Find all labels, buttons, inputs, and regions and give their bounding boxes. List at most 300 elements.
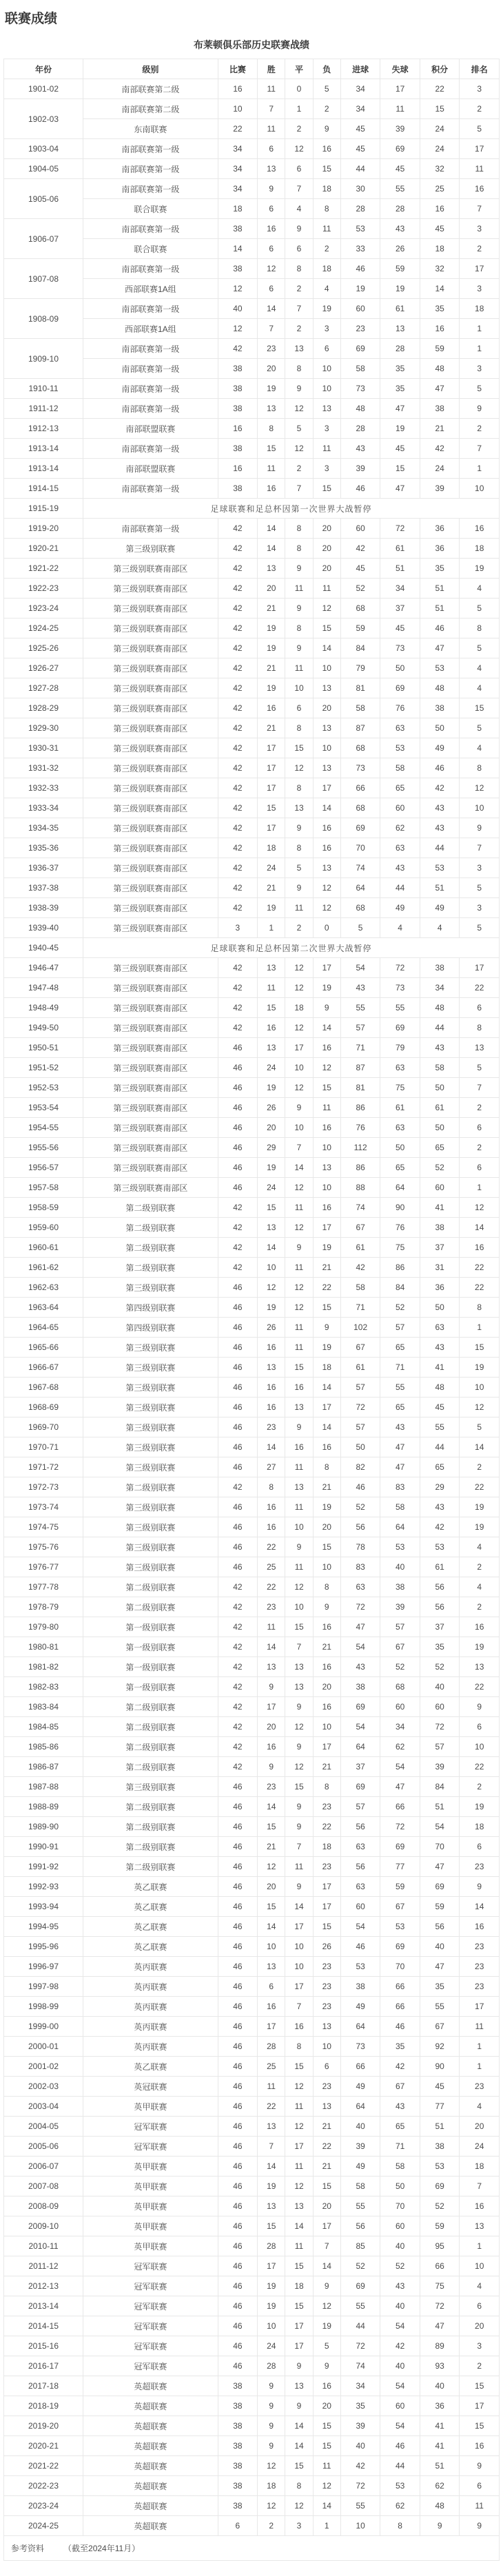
stat-cell: 3 <box>285 2516 313 2536</box>
year-cell: 1919-20 <box>4 519 83 539</box>
year-cell: 1937-38 <box>4 878 83 898</box>
stat-cell: 50 <box>380 658 420 678</box>
stat-cell: 16 <box>313 2376 340 2396</box>
stat-cell: 9 <box>258 1757 285 1777</box>
stat-cell: 19 <box>258 2276 285 2296</box>
stat-cell: 19 <box>460 1637 500 1657</box>
league-cell: 第三级别联赛南部区 <box>83 1098 218 1118</box>
stat-cell: 13 <box>285 1677 313 1697</box>
stat-cell: 7 <box>258 319 285 339</box>
stat-cell: 52 <box>340 579 380 599</box>
league-cell: 西部联赛1A组 <box>83 319 218 339</box>
stat-cell: 27 <box>258 1457 285 1477</box>
stat-cell: 12 <box>313 878 340 898</box>
stat-cell: 9 <box>285 878 313 898</box>
stat-cell: 75 <box>380 1078 420 1098</box>
stat-cell: 42 <box>218 838 258 858</box>
year-cell: 1927-28 <box>4 678 83 698</box>
league-cell: 英甲联赛 <box>83 2196 218 2216</box>
stat-cell: 16 <box>313 818 340 838</box>
stat-cell: 70 <box>340 838 380 858</box>
stat-cell: 54 <box>380 2376 420 2396</box>
stat-cell: 58 <box>340 698 380 718</box>
table-row <box>4 1937 500 1957</box>
stat-cell: 68 <box>340 798 380 818</box>
league-cell: 英乙联赛 <box>83 1897 218 1917</box>
stat-cell: 12 <box>313 898 340 918</box>
league-cell: 英丙联赛 <box>83 2017 218 2037</box>
table-row <box>4 1557 500 1577</box>
stat-cell: 29 <box>258 1138 285 1158</box>
table-row <box>4 539 500 559</box>
stat-cell: 9 <box>313 1597 340 1617</box>
stat-cell: 1 <box>460 319 500 339</box>
table-row <box>4 399 500 419</box>
stat-cell: 46 <box>218 2296 258 2316</box>
stat-cell: 39 <box>380 119 420 139</box>
year-cell: 1998-99 <box>4 1997 83 2017</box>
stat-cell: 72 <box>340 2336 380 2356</box>
league-cell: 第三级别联赛 <box>83 539 218 559</box>
stat-cell: 9 <box>285 818 313 838</box>
stat-cell: 18 <box>460 539 500 559</box>
stat-cell: 8 <box>285 519 313 539</box>
stat-cell: 51 <box>420 579 460 599</box>
stat-cell: 42 <box>218 978 258 998</box>
table-row <box>4 1258 500 1278</box>
year-cell: 1966-67 <box>4 1358 83 1378</box>
table-row <box>4 1218 500 1238</box>
stat-cell: 56 <box>340 1857 380 1877</box>
stat-cell: 28 <box>340 419 380 439</box>
stat-cell: 58 <box>340 359 380 379</box>
stat-cell: 9 <box>285 1238 313 1258</box>
column-header: 失球 <box>380 59 420 79</box>
stat-cell: 7 <box>313 2236 340 2256</box>
stat-cell: 11 <box>313 439 340 459</box>
stat-cell: 69 <box>380 139 420 159</box>
stat-cell: 55 <box>420 1417 460 1437</box>
league-cell: 英丙联赛 <box>83 1997 218 2017</box>
stat-cell: 9 <box>285 1877 313 1897</box>
stat-cell: 14 <box>313 2256 340 2276</box>
table-row <box>4 1398 500 1417</box>
stat-cell: 55 <box>340 998 380 1018</box>
stat-cell: 5 <box>313 79 340 99</box>
stat-cell: 42 <box>218 599 258 619</box>
year-cell: 1970-71 <box>4 1437 83 1457</box>
stat-cell: 63 <box>340 1877 380 1897</box>
stat-cell: 17 <box>460 2396 500 2416</box>
stat-cell: 7 <box>460 1078 500 1098</box>
stat-cell: 15 <box>313 1917 340 1937</box>
stat-cell: 67 <box>380 2077 420 2097</box>
stat-cell: 59 <box>420 339 460 359</box>
table-row <box>4 479 500 499</box>
stat-cell: 4 <box>313 279 340 299</box>
stat-cell: 23 <box>258 1777 285 1797</box>
stat-cell: 8 <box>285 2037 313 2057</box>
stat-cell: 24 <box>258 2336 285 2356</box>
stat-cell: 11 <box>258 2077 285 2097</box>
stat-cell: 56 <box>340 1817 380 1837</box>
stat-cell: 8 <box>313 1457 340 1477</box>
stat-cell: 70 <box>380 1957 420 1977</box>
stat-cell: 0 <box>285 79 313 99</box>
year-cell: 2005-06 <box>4 2137 83 2157</box>
stat-cell: 12 <box>218 279 258 299</box>
table-row <box>4 2097 500 2117</box>
stat-cell: 45 <box>380 619 420 638</box>
stat-cell: 9 <box>258 1677 285 1697</box>
stat-cell: 86 <box>380 1258 420 1278</box>
stat-cell: 22 <box>313 1817 340 1837</box>
stat-cell: 55 <box>380 998 420 1018</box>
stat-cell: 7 <box>285 1138 313 1158</box>
stat-cell: 69 <box>340 2276 380 2296</box>
stat-cell: 63 <box>380 718 420 738</box>
stat-cell: 20 <box>258 359 285 379</box>
table-row <box>4 2037 500 2057</box>
stat-cell: 34 <box>380 1717 420 1737</box>
year-cell: 1939-40 <box>4 918 83 938</box>
stat-cell: 64 <box>340 2017 380 2037</box>
stat-cell: 17 <box>460 139 500 159</box>
stat-cell: 15 <box>285 1358 313 1378</box>
stat-cell: 8 <box>460 619 500 638</box>
stat-cell: 46 <box>218 1078 258 1098</box>
league-cell: 第二级别联赛 <box>83 1857 218 1877</box>
stat-cell: 50 <box>420 718 460 738</box>
stat-cell: 7 <box>460 838 500 858</box>
league-cell: 第三级别联赛南部区 <box>83 918 218 938</box>
stat-cell: 2 <box>285 319 313 339</box>
stat-cell: 42 <box>218 778 258 798</box>
stat-cell: 63 <box>420 1318 460 1338</box>
stat-cell: 38 <box>218 2496 258 2516</box>
stat-cell: 11 <box>285 2097 313 2117</box>
stat-cell: 59 <box>420 1897 460 1917</box>
table-row <box>4 619 500 638</box>
year-cell: 2006-07 <box>4 2157 83 2177</box>
year-cell: 1994-95 <box>4 1917 83 1937</box>
stat-cell: 15 <box>285 1617 313 1637</box>
stat-cell: 7 <box>460 439 500 459</box>
stat-cell: 18 <box>460 1817 500 1837</box>
stat-cell: 53 <box>420 2157 460 2177</box>
stat-cell: 71 <box>340 1038 380 1058</box>
stat-cell: 60 <box>380 2216 420 2236</box>
table-row <box>4 2416 500 2436</box>
stat-cell: 9 <box>285 1697 313 1717</box>
stat-cell: 4 <box>460 2097 500 2117</box>
table-row <box>4 2496 500 2516</box>
year-cell: 1924-25 <box>4 619 83 638</box>
stat-cell: 19 <box>258 619 285 638</box>
stat-cell: 79 <box>380 1038 420 1058</box>
stat-cell: 6 <box>313 339 340 359</box>
stat-cell: 2 <box>460 419 500 439</box>
stat-cell: 46 <box>218 1058 258 1078</box>
stat-cell: 10 <box>313 1178 340 1198</box>
year-cell: 1992-93 <box>4 1877 83 1897</box>
stat-cell: 42 <box>218 1218 258 1238</box>
stat-cell: 11 <box>285 1318 313 1338</box>
stat-cell: 46 <box>218 1378 258 1398</box>
year-cell: 2009-10 <box>4 2216 83 2236</box>
stat-cell: 13 <box>258 159 285 179</box>
table-row <box>4 1857 500 1877</box>
stat-cell: 42 <box>218 958 258 978</box>
stat-cell: 10 <box>313 658 340 678</box>
stat-cell: 36 <box>420 1278 460 1298</box>
league-cell: 第三级别联赛南部区 <box>83 599 218 619</box>
stat-cell: 18 <box>285 2276 313 2296</box>
stat-cell: 11 <box>285 898 313 918</box>
year-cell: 2020-21 <box>4 2436 83 2456</box>
stat-cell: 38 <box>218 479 258 499</box>
stat-cell: 7 <box>258 99 285 119</box>
stat-cell: 15 <box>460 1338 500 1358</box>
footer-row <box>4 2536 500 2561</box>
year-cell: 1983-84 <box>4 1697 83 1717</box>
stat-cell: 38 <box>218 439 258 459</box>
stat-cell: 57 <box>340 1378 380 1398</box>
stat-cell: 42 <box>218 539 258 559</box>
table-row <box>4 2376 500 2396</box>
stat-cell: 39 <box>420 1757 460 1777</box>
stat-cell: 42 <box>218 1737 258 1757</box>
league-cell: 第二级别联赛 <box>83 1258 218 1278</box>
year-cell: 1969-70 <box>4 1417 83 1437</box>
stat-cell: 75 <box>380 1238 420 1258</box>
stat-cell: 7 <box>285 1997 313 2017</box>
league-cell: 第三级别联赛南部区 <box>83 958 218 978</box>
stat-cell: 53 <box>340 219 380 239</box>
stat-cell: 74 <box>340 2356 380 2376</box>
reference-label: 参考资料 <box>11 2544 45 2553</box>
league-cell: 第三级别联赛南部区 <box>83 1058 218 1078</box>
table-row <box>4 299 500 319</box>
stat-cell: 21 <box>258 599 285 619</box>
stat-cell: 4 <box>460 2276 500 2296</box>
stat-cell: 95 <box>420 2236 460 2256</box>
stat-cell: 16 <box>460 519 500 539</box>
table-row <box>4 1358 500 1378</box>
stat-cell: 47 <box>420 638 460 658</box>
table-row <box>4 738 500 758</box>
stat-cell: 48 <box>420 359 460 379</box>
league-cell: 冠军联赛 <box>83 2137 218 2157</box>
stat-cell: 2 <box>460 1557 500 1577</box>
stat-cell: 71 <box>340 1298 380 1318</box>
stat-cell: 45 <box>340 139 380 159</box>
league-cell: 第三级别联赛南部区 <box>83 678 218 698</box>
stat-cell: 16 <box>285 1437 313 1457</box>
year-cell: 1981-82 <box>4 1657 83 1677</box>
stat-cell: 9 <box>313 2356 340 2376</box>
column-header: 进球 <box>340 59 380 79</box>
stat-cell: 35 <box>380 2037 420 2057</box>
year-cell: 1973-74 <box>4 1497 83 1517</box>
table-row <box>4 2256 500 2276</box>
stat-cell: 5 <box>460 718 500 738</box>
stat-cell: 23 <box>460 2077 500 2097</box>
stat-cell: 12 <box>313 2296 340 2316</box>
stat-cell: 79 <box>340 658 380 678</box>
year-cell: 1938-39 <box>4 898 83 918</box>
year-cell: 1904-05 <box>4 159 83 179</box>
table-row <box>4 978 500 998</box>
league-cell: 第三级别联赛南部区 <box>83 758 218 778</box>
stat-cell: 16 <box>258 698 285 718</box>
stat-cell: 8 <box>460 1298 500 1318</box>
league-cell: 冠军联赛 <box>83 2296 218 2316</box>
table-row <box>4 2117 500 2137</box>
year-cell: 1958-59 <box>4 1198 83 1218</box>
stat-cell: 59 <box>340 619 380 638</box>
stat-cell: 58 <box>380 1497 420 1517</box>
year-cell: 1901-02 <box>4 79 83 99</box>
stat-cell: 6 <box>313 2057 340 2077</box>
stat-cell: 8 <box>460 758 500 778</box>
stat-cell: 19 <box>258 1298 285 1318</box>
stat-cell: 50 <box>340 1437 380 1457</box>
league-cell: 冠军联赛 <box>83 2336 218 2356</box>
stat-cell: 9 <box>258 2416 285 2436</box>
stat-cell: 10 <box>313 1138 340 1158</box>
stat-cell: 10 <box>313 379 340 399</box>
stat-cell: 43 <box>420 818 460 838</box>
stat-cell: 53 <box>420 658 460 678</box>
table-row <box>4 2216 500 2236</box>
stat-cell: 47 <box>420 1857 460 1877</box>
stat-cell: 29 <box>420 1477 460 1497</box>
stat-cell: 68 <box>340 599 380 619</box>
stat-cell: 3 <box>460 858 500 878</box>
stat-cell: 35 <box>420 1977 460 1997</box>
stat-cell: 22 <box>460 1278 500 1298</box>
year-cell: 2007-08 <box>4 2177 83 2196</box>
stat-cell: 12 <box>460 1398 500 1417</box>
table-row <box>4 1338 500 1358</box>
league-cell: 第二级别联赛 <box>83 1198 218 1218</box>
year-cell: 1997-98 <box>4 1977 83 1997</box>
stat-cell: 12 <box>285 1078 313 1098</box>
stat-cell: 71 <box>380 1358 420 1378</box>
stat-cell: 11 <box>285 1857 313 1877</box>
stat-cell: 10 <box>285 678 313 698</box>
stat-cell: 15 <box>460 2416 500 2436</box>
stat-cell: 17 <box>285 1917 313 1937</box>
table-row <box>4 778 500 798</box>
stat-cell: 5 <box>460 638 500 658</box>
stat-cell: 8 <box>460 1018 500 1038</box>
stat-cell: 42 <box>218 1577 258 1597</box>
league-cell: 英冠联赛 <box>83 2077 218 2097</box>
stat-cell: 56 <box>340 1517 380 1537</box>
stat-cell: 23 <box>258 339 285 359</box>
year-cell: 1911-12 <box>4 399 83 419</box>
league-cell: 英甲联赛 <box>83 2097 218 2117</box>
stat-cell: 78 <box>340 1537 380 1557</box>
stat-cell: 17 <box>380 79 420 99</box>
stat-cell: 15 <box>285 2256 313 2276</box>
stat-cell: 46 <box>218 2216 258 2236</box>
table-row <box>4 2336 500 2356</box>
stat-cell: 2 <box>285 119 313 139</box>
stat-cell: 13 <box>258 1957 285 1977</box>
stat-cell: 2 <box>460 1597 500 1617</box>
stat-cell: 46 <box>218 2236 258 2256</box>
year-cell: 1963-64 <box>4 1298 83 1318</box>
stat-cell: 6 <box>460 2476 500 2496</box>
stat-cell: 8 <box>285 359 313 379</box>
stat-cell: 21 <box>313 1757 340 1777</box>
stat-cell: 50 <box>380 1138 420 1158</box>
year-cell: 1971-72 <box>4 1457 83 1477</box>
stat-cell: 17 <box>258 778 285 798</box>
stat-cell: 67 <box>340 1218 380 1238</box>
stat-cell: 43 <box>380 1417 420 1437</box>
stat-cell: 16 <box>258 219 285 239</box>
year-cell: 1977-78 <box>4 1577 83 1597</box>
stat-cell: 22 <box>258 1577 285 1597</box>
stat-cell: 73 <box>340 379 380 399</box>
stat-cell: 1 <box>460 339 500 359</box>
stat-cell: 16 <box>460 2436 500 2456</box>
stat-cell: 6 <box>460 2296 500 2316</box>
league-cell: 英丙联赛 <box>83 1977 218 1997</box>
stat-cell: 22 <box>313 2137 340 2157</box>
stat-cell: 28 <box>258 2356 285 2376</box>
stat-cell: 0 <box>313 918 340 938</box>
table-row <box>4 1298 500 1318</box>
stat-cell: 43 <box>420 798 460 818</box>
note-cell: 足球联赛和足总杯因第一次世界大战暂停 <box>83 499 500 519</box>
year-cell: 1959-60 <box>4 1218 83 1238</box>
stat-cell: 4 <box>380 918 420 938</box>
stat-cell: 13 <box>313 1158 340 1178</box>
stat-cell: 15 <box>285 2456 313 2476</box>
year-cell: 1923-24 <box>4 599 83 619</box>
stat-cell: 43 <box>380 219 420 239</box>
stat-cell: 65 <box>420 1457 460 1477</box>
year-cell: 1915-19 <box>4 499 83 519</box>
stat-cell: 16 <box>313 139 340 159</box>
stat-cell: 18 <box>313 179 340 199</box>
stat-cell: 17 <box>258 758 285 778</box>
league-cell: 第四级别联赛 <box>83 1318 218 1338</box>
stat-cell: 23 <box>460 1957 500 1977</box>
league-cell: 第二级别联赛 <box>83 1837 218 1857</box>
stat-cell: 2 <box>460 2356 500 2376</box>
table-row <box>4 798 500 818</box>
stat-cell: 38 <box>420 698 460 718</box>
table-row <box>4 219 500 239</box>
stat-cell: 16 <box>258 1997 285 2017</box>
stat-cell: 38 <box>340 1977 380 1997</box>
stat-cell: 14 <box>285 2216 313 2236</box>
stat-cell: 11 <box>285 1457 313 1477</box>
stat-cell: 40 <box>380 2296 420 2316</box>
stat-cell: 44 <box>420 838 460 858</box>
stat-cell: 46 <box>218 1118 258 1138</box>
year-cell: 1936-37 <box>4 858 83 878</box>
table-row <box>4 1318 500 1338</box>
stat-cell: 13 <box>258 399 285 419</box>
stat-cell: 19 <box>460 1517 500 1537</box>
